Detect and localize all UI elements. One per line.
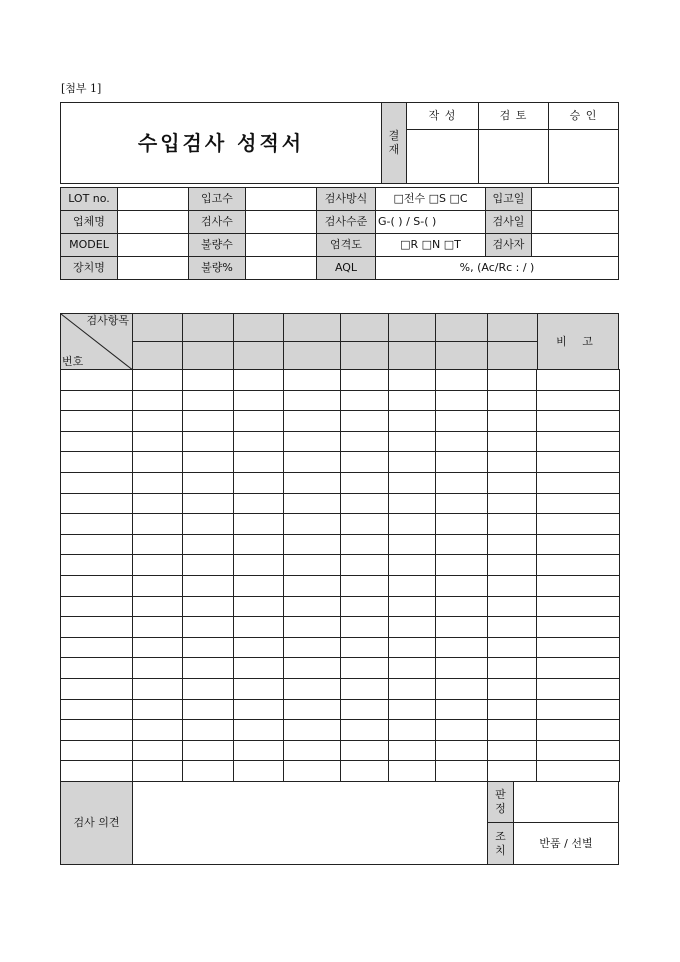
table-cell[interactable]: [340, 554, 389, 576]
table-cell[interactable]: [340, 431, 389, 452]
table-cell[interactable]: [487, 369, 537, 391]
table-cell[interactable]: [182, 760, 234, 782]
table-cell[interactable]: [182, 554, 234, 576]
table-cell[interactable]: [182, 451, 234, 473]
table-cell[interactable]: [487, 410, 537, 432]
defect-rate-field[interactable]: [245, 256, 317, 280]
table-cell[interactable]: [340, 493, 389, 514]
table-cell[interactable]: [283, 493, 341, 514]
table-cell[interactable]: [283, 616, 341, 638]
table-cell[interactable]: [132, 534, 183, 555]
grid-header-item: 검사항목: [86, 314, 129, 327]
table-cell[interactable]: [233, 760, 284, 782]
aql-label: AQL: [316, 256, 376, 280]
action-label-top: 조: [495, 829, 506, 843]
table-cell[interactable]: [283, 575, 341, 597]
table-cell[interactable]: [487, 493, 537, 514]
quantity-inspected-field[interactable]: [245, 210, 317, 234]
table-cell[interactable]: [340, 637, 389, 658]
table-cell[interactable]: [283, 410, 341, 432]
table-cell[interactable]: [487, 719, 537, 741]
table-cell[interactable]: [283, 534, 341, 555]
device-name-label: 장치명: [60, 256, 118, 280]
table-cell[interactable]: [388, 410, 436, 432]
remarks-header: 비 고: [536, 313, 619, 370]
table-cell[interactable]: [182, 369, 234, 391]
row-number-cell[interactable]: [60, 513, 133, 535]
table-cell[interactable]: [487, 534, 537, 555]
table-cell[interactable]: [132, 657, 183, 679]
table-cell[interactable]: [132, 575, 183, 597]
row-number-cell[interactable]: [60, 369, 133, 391]
grid-header-item-cell[interactable]: [487, 313, 538, 343]
table-cell[interactable]: [340, 596, 389, 617]
table-cell[interactable]: [233, 740, 284, 761]
table-cell[interactable]: [340, 740, 389, 761]
remarks-cell[interactable]: [536, 699, 620, 720]
inspection-method-label: 검사방식: [316, 187, 376, 211]
table-cell[interactable]: [487, 616, 537, 638]
table-cell[interactable]: [340, 369, 389, 391]
table-cell[interactable]: [182, 575, 234, 597]
grid-header-corner: [60, 313, 133, 370]
table-cell[interactable]: [388, 554, 436, 576]
table-cell[interactable]: [233, 390, 284, 411]
table-cell[interactable]: [182, 678, 234, 700]
table-cell[interactable]: [435, 699, 488, 720]
table-cell[interactable]: [283, 431, 341, 452]
grid-header-item-cell[interactable]: [340, 341, 389, 371]
table-cell[interactable]: [233, 719, 284, 741]
defect-rate-label: 불량%: [188, 256, 246, 280]
table-cell[interactable]: [340, 410, 389, 432]
table-cell[interactable]: [132, 472, 183, 494]
table-cell[interactable]: [233, 699, 284, 720]
grid-header-item-cell[interactable]: [340, 313, 389, 343]
table-cell[interactable]: [435, 493, 488, 514]
row-number-cell[interactable]: [60, 596, 133, 617]
inspection-date-field[interactable]: [531, 210, 619, 234]
grid-header-item-cell[interactable]: [182, 313, 234, 343]
table-cell[interactable]: [435, 637, 488, 658]
table-cell[interactable]: [182, 534, 234, 555]
table-cell[interactable]: [435, 575, 488, 597]
grid-header-item-cell[interactable]: [435, 313, 488, 343]
table-cell[interactable]: [182, 390, 234, 411]
row-number-cell[interactable]: [60, 699, 133, 720]
table-cell[interactable]: [487, 760, 537, 782]
table-cell[interactable]: [388, 596, 436, 617]
table-cell[interactable]: [487, 390, 537, 411]
table-cell[interactable]: [340, 699, 389, 720]
grid-header-item-cell[interactable]: [487, 341, 538, 371]
aql-field[interactable]: %, (Ac/Rc : / ): [375, 256, 619, 280]
table-cell[interactable]: [132, 616, 183, 638]
table-cell[interactable]: [487, 596, 537, 617]
table-cell[interactable]: [388, 534, 436, 555]
table-cell[interactable]: [340, 719, 389, 741]
table-cell[interactable]: [132, 493, 183, 514]
remarks-cell[interactable]: [536, 431, 620, 452]
table-cell[interactable]: [233, 534, 284, 555]
quantity-inspected-label: 검사수: [188, 210, 246, 234]
table-cell[interactable]: [340, 657, 389, 679]
table-cell[interactable]: [487, 637, 537, 658]
row-number-cell[interactable]: [60, 410, 133, 432]
inspection-date-label: 검사일: [485, 210, 532, 234]
remarks-cell[interactable]: [536, 554, 620, 576]
table-cell[interactable]: [233, 657, 284, 679]
row-number-cell[interactable]: [60, 637, 133, 658]
model-label: MODEL: [60, 233, 118, 257]
table-cell[interactable]: [132, 596, 183, 617]
defect-count-field[interactable]: [245, 233, 317, 257]
remarks-cell[interactable]: [536, 410, 620, 432]
table-cell[interactable]: [283, 719, 341, 741]
table-cell[interactable]: [388, 472, 436, 494]
table-cell[interactable]: [340, 760, 389, 782]
table-cell[interactable]: [435, 369, 488, 391]
remarks-cell[interactable]: [536, 472, 620, 494]
table-cell[interactable]: [435, 513, 488, 535]
table-cell[interactable]: [182, 513, 234, 535]
table-cell[interactable]: [182, 719, 234, 741]
table-cell[interactable]: [283, 390, 341, 411]
table-cell[interactable]: [283, 369, 341, 391]
table-cell[interactable]: [233, 431, 284, 452]
table-cell[interactable]: [487, 513, 537, 535]
model-field[interactable]: [117, 233, 189, 257]
inspector-field[interactable]: [531, 233, 619, 257]
table-cell[interactable]: [340, 575, 389, 597]
remarks-cell[interactable]: [536, 451, 620, 473]
table-cell[interactable]: [132, 513, 183, 535]
table-cell[interactable]: [487, 699, 537, 720]
table-cell[interactable]: [388, 699, 436, 720]
remarks-cell[interactable]: [536, 760, 620, 782]
grid-header-item-cell[interactable]: [132, 341, 183, 371]
table-cell[interactable]: [388, 719, 436, 741]
table-cell[interactable]: [132, 719, 183, 741]
remarks-cell[interactable]: [536, 740, 620, 761]
table-cell[interactable]: [283, 740, 341, 761]
row-number-cell[interactable]: [60, 760, 133, 782]
table-cell[interactable]: [283, 637, 341, 658]
table-cell[interactable]: [487, 575, 537, 597]
table-cell[interactable]: [182, 596, 234, 617]
table-cell[interactable]: [233, 451, 284, 473]
table-cell[interactable]: [435, 760, 488, 782]
table-cell[interactable]: [388, 451, 436, 473]
table-cell[interactable]: [388, 575, 436, 597]
table-cell[interactable]: [283, 554, 341, 576]
table-cell[interactable]: [388, 637, 436, 658]
table-cell[interactable]: [388, 760, 436, 782]
inspector-label: 검사자: [485, 233, 532, 257]
table-cell[interactable]: [487, 451, 537, 473]
table-cell[interactable]: [388, 369, 436, 391]
table-cell[interactable]: [388, 678, 436, 700]
table-cell[interactable]: [132, 451, 183, 473]
table-cell[interactable]: [233, 410, 284, 432]
table-cell[interactable]: [233, 369, 284, 391]
table-cell[interactable]: [283, 513, 341, 535]
grid-header-item-cell[interactable]: [233, 313, 284, 343]
row-number-cell[interactable]: [60, 451, 133, 473]
table-cell[interactable]: [233, 616, 284, 638]
approval-header-author: 작 성: [406, 102, 479, 130]
table-cell[interactable]: [283, 699, 341, 720]
remarks-cell[interactable]: [536, 719, 620, 741]
table-cell[interactable]: [435, 554, 488, 576]
quantity-in-field[interactable]: [245, 187, 317, 211]
table-cell[interactable]: [132, 410, 183, 432]
remarks-cell[interactable]: [536, 534, 620, 555]
table-cell[interactable]: [233, 493, 284, 514]
row-number-cell[interactable]: [60, 472, 133, 494]
grid-header-item-cell[interactable]: [132, 313, 183, 343]
table-cell[interactable]: [435, 431, 488, 452]
row-number-cell[interactable]: [60, 740, 133, 761]
table-cell[interactable]: [487, 431, 537, 452]
table-cell[interactable]: [340, 513, 389, 535]
table-cell[interactable]: [487, 740, 537, 761]
quantity-in-label: 입고수: [188, 187, 246, 211]
row-number-cell[interactable]: [60, 534, 133, 555]
lot-no-field[interactable]: [117, 187, 189, 211]
table-cell[interactable]: [182, 431, 234, 452]
device-name-field[interactable]: [117, 256, 189, 280]
row-number-cell[interactable]: [60, 657, 133, 679]
table-cell[interactable]: [132, 390, 183, 411]
company-field[interactable]: [117, 210, 189, 234]
grid-header-item-cell[interactable]: [388, 313, 436, 343]
row-number-cell[interactable]: [60, 575, 133, 597]
table-cell[interactable]: [388, 616, 436, 638]
report-title: 수입검사 성적서: [60, 102, 382, 184]
grid-header-item-cell[interactable]: [283, 341, 341, 371]
table-cell[interactable]: [435, 740, 488, 761]
table-cell[interactable]: [283, 451, 341, 473]
table-cell[interactable]: [132, 678, 183, 700]
attachment-label: [첨부 1]: [61, 82, 102, 95]
table-cell[interactable]: [182, 410, 234, 432]
judgment-label-top: 판: [495, 788, 506, 802]
table-cell[interactable]: [340, 534, 389, 555]
table-cell[interactable]: [182, 740, 234, 761]
row-number-cell[interactable]: [60, 493, 133, 514]
table-cell[interactable]: [435, 596, 488, 617]
approval-sign-review[interactable]: [478, 129, 549, 184]
table-cell[interactable]: [132, 699, 183, 720]
approval-label: [381, 102, 407, 184]
remarks-cell[interactable]: [536, 678, 620, 700]
severity-label: 엄격도: [316, 233, 376, 257]
lot-no-label: LOT no.: [60, 187, 118, 211]
judgment-label-bottom: 정: [495, 802, 506, 815]
table-cell[interactable]: [340, 678, 389, 700]
table-cell[interactable]: [388, 657, 436, 679]
table-cell[interactable]: [182, 616, 234, 638]
table-cell[interactable]: [435, 678, 488, 700]
grid-header-number: 번호: [62, 354, 84, 368]
table-cell[interactable]: [132, 740, 183, 761]
table-cell[interactable]: [182, 493, 234, 514]
table-cell[interactable]: [340, 390, 389, 411]
table-cell[interactable]: [283, 678, 341, 700]
approval-label-bottom: 재: [388, 143, 400, 156]
table-cell[interactable]: [233, 513, 284, 535]
table-cell[interactable]: [182, 657, 234, 679]
table-cell[interactable]: [435, 534, 488, 555]
remarks-cell[interactable]: [536, 493, 620, 514]
table-cell[interactable]: [132, 431, 183, 452]
table-cell[interactable]: [283, 596, 341, 617]
table-cell[interactable]: [283, 760, 341, 782]
inspection-level-label: 검사수준: [316, 210, 376, 234]
judgment-label: [487, 781, 514, 823]
approval-label-top: 결: [388, 129, 400, 143]
table-cell[interactable]: [132, 760, 183, 782]
table-cell[interactable]: [283, 657, 341, 679]
opinion-field[interactable]: [132, 781, 488, 865]
remarks-cell[interactable]: [536, 575, 620, 597]
table-cell[interactable]: [435, 451, 488, 473]
row-number-cell[interactable]: [60, 678, 133, 700]
table-cell[interactable]: [233, 472, 284, 494]
table-cell[interactable]: [487, 472, 537, 494]
grid-header-item-cell[interactable]: [182, 341, 234, 371]
table-cell[interactable]: [132, 369, 183, 391]
row-number-cell[interactable]: [60, 616, 133, 638]
table-cell[interactable]: [388, 431, 436, 452]
table-cell[interactable]: [388, 513, 436, 535]
approval-header-approve: 승 인: [548, 102, 619, 130]
table-cell[interactable]: [132, 637, 183, 658]
inspection-method-options[interactable]: □전수 □S □C: [375, 187, 486, 211]
table-cell[interactable]: [233, 554, 284, 576]
remarks-cell[interactable]: [536, 637, 620, 658]
receipt-date-label: 입고일: [485, 187, 532, 211]
grid-header-item-cell[interactable]: [435, 341, 488, 371]
approval-sign-author[interactable]: [406, 129, 479, 184]
table-cell[interactable]: [487, 678, 537, 700]
approval-sign-approve[interactable]: [548, 129, 619, 184]
grid-header-item-cell[interactable]: [283, 313, 341, 343]
defect-count-label: 불량수: [188, 233, 246, 257]
action-label: [487, 822, 514, 865]
remarks-cell[interactable]: [536, 657, 620, 679]
table-cell[interactable]: [340, 472, 389, 494]
table-cell[interactable]: [388, 493, 436, 514]
table-cell[interactable]: [435, 472, 488, 494]
table-cell[interactable]: [233, 637, 284, 658]
table-cell[interactable]: [340, 616, 389, 638]
table-cell[interactable]: [182, 699, 234, 720]
row-number-cell[interactable]: [60, 431, 133, 452]
table-cell[interactable]: [132, 554, 183, 576]
remarks-cell[interactable]: [536, 390, 620, 411]
table-cell[interactable]: [182, 637, 234, 658]
remarks-cell[interactable]: [536, 513, 620, 535]
table-cell[interactable]: [233, 575, 284, 597]
table-cell[interactable]: [435, 719, 488, 741]
receipt-date-field[interactable]: [531, 187, 619, 211]
table-cell[interactable]: [435, 410, 488, 432]
grid-header-item-cell[interactable]: [388, 341, 436, 371]
table-cell[interactable]: [435, 657, 488, 679]
table-cell[interactable]: [233, 596, 284, 617]
action-label-bottom: 치: [495, 843, 506, 857]
company-label: 업체명: [60, 210, 118, 234]
row-number-cell[interactable]: [60, 719, 133, 741]
table-cell[interactable]: [283, 472, 341, 494]
judgment-field[interactable]: [513, 781, 619, 823]
remarks-cell[interactable]: [536, 596, 620, 617]
remarks-cell[interactable]: [536, 369, 620, 391]
table-cell[interactable]: [435, 390, 488, 411]
severity-options[interactable]: □R □N □T: [375, 233, 486, 257]
table-cell[interactable]: [340, 451, 389, 473]
grid-header-item-cell[interactable]: [233, 341, 284, 371]
approval-header-review: 검 토: [478, 102, 549, 130]
inspection-level-field[interactable]: G-( ) / S-( ): [375, 210, 486, 234]
table-cell[interactable]: [233, 678, 284, 700]
remarks-cell[interactable]: [536, 616, 620, 638]
action-field[interactable]: 반품 / 선별: [513, 822, 619, 865]
table-cell[interactable]: [487, 554, 537, 576]
table-cell[interactable]: [388, 390, 436, 411]
table-cell[interactable]: [487, 657, 537, 679]
row-number-cell[interactable]: [60, 390, 133, 411]
row-number-cell[interactable]: [60, 554, 133, 576]
opinion-label: 검사 의견: [60, 781, 133, 865]
table-cell[interactable]: [435, 616, 488, 638]
table-cell[interactable]: [388, 740, 436, 761]
table-cell[interactable]: [182, 472, 234, 494]
